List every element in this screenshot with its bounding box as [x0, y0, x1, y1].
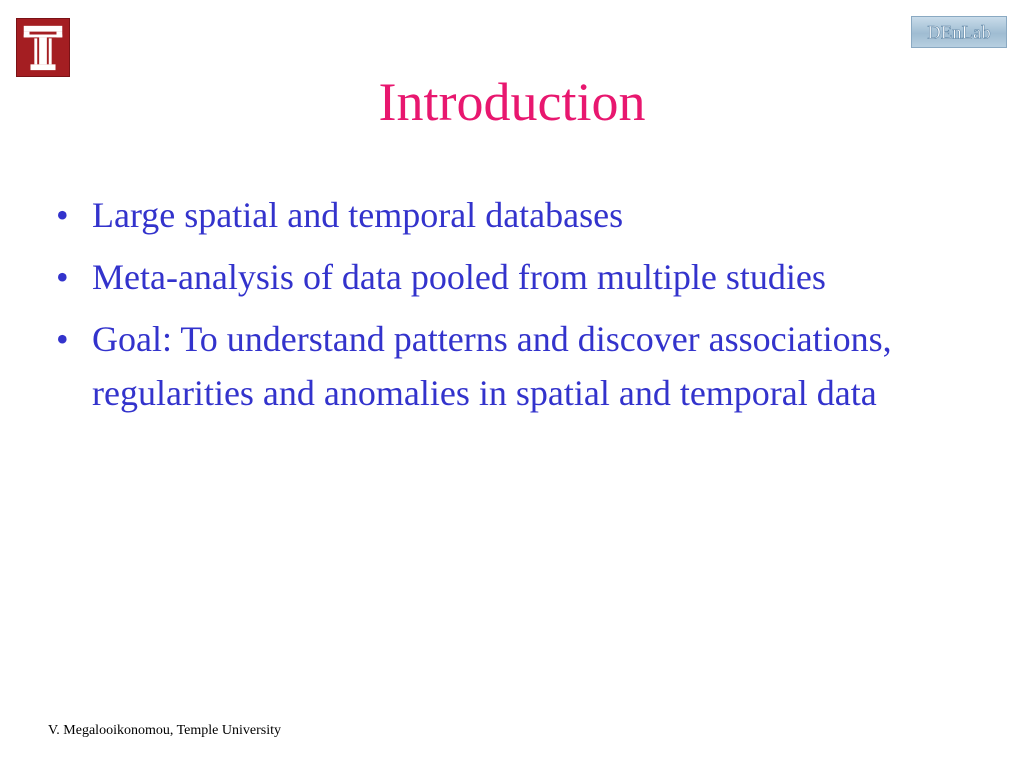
- footer-credit: V. Megalooikonomou, Temple University: [48, 723, 281, 738]
- bullet-text: Meta-analysis of data pooled from multiple studies: [92, 257, 826, 297]
- bullet-item: [56, 250, 956, 304]
- bullet-item: [56, 188, 956, 242]
- bullet-marker: •: [56, 195, 69, 235]
- temple-t-logo-icon: [16, 18, 70, 77]
- bullet-item: [56, 312, 956, 420]
- bullet-marker: •: [56, 319, 69, 359]
- bullet-list: [56, 188, 956, 428]
- bullet-text: Large spatial and temporal databases: [92, 195, 624, 235]
- bullet-text: Goal: To understand patterns and discover associations, regularities and anomalies in spatial and temporal data: [92, 319, 892, 413]
- slide-title: Introduction: [378, 72, 646, 132]
- bullet-marker: •: [56, 257, 69, 297]
- svg-text:DEnLab: DEnLab: [927, 22, 991, 44]
- lab-logo-icon: [911, 16, 1007, 48]
